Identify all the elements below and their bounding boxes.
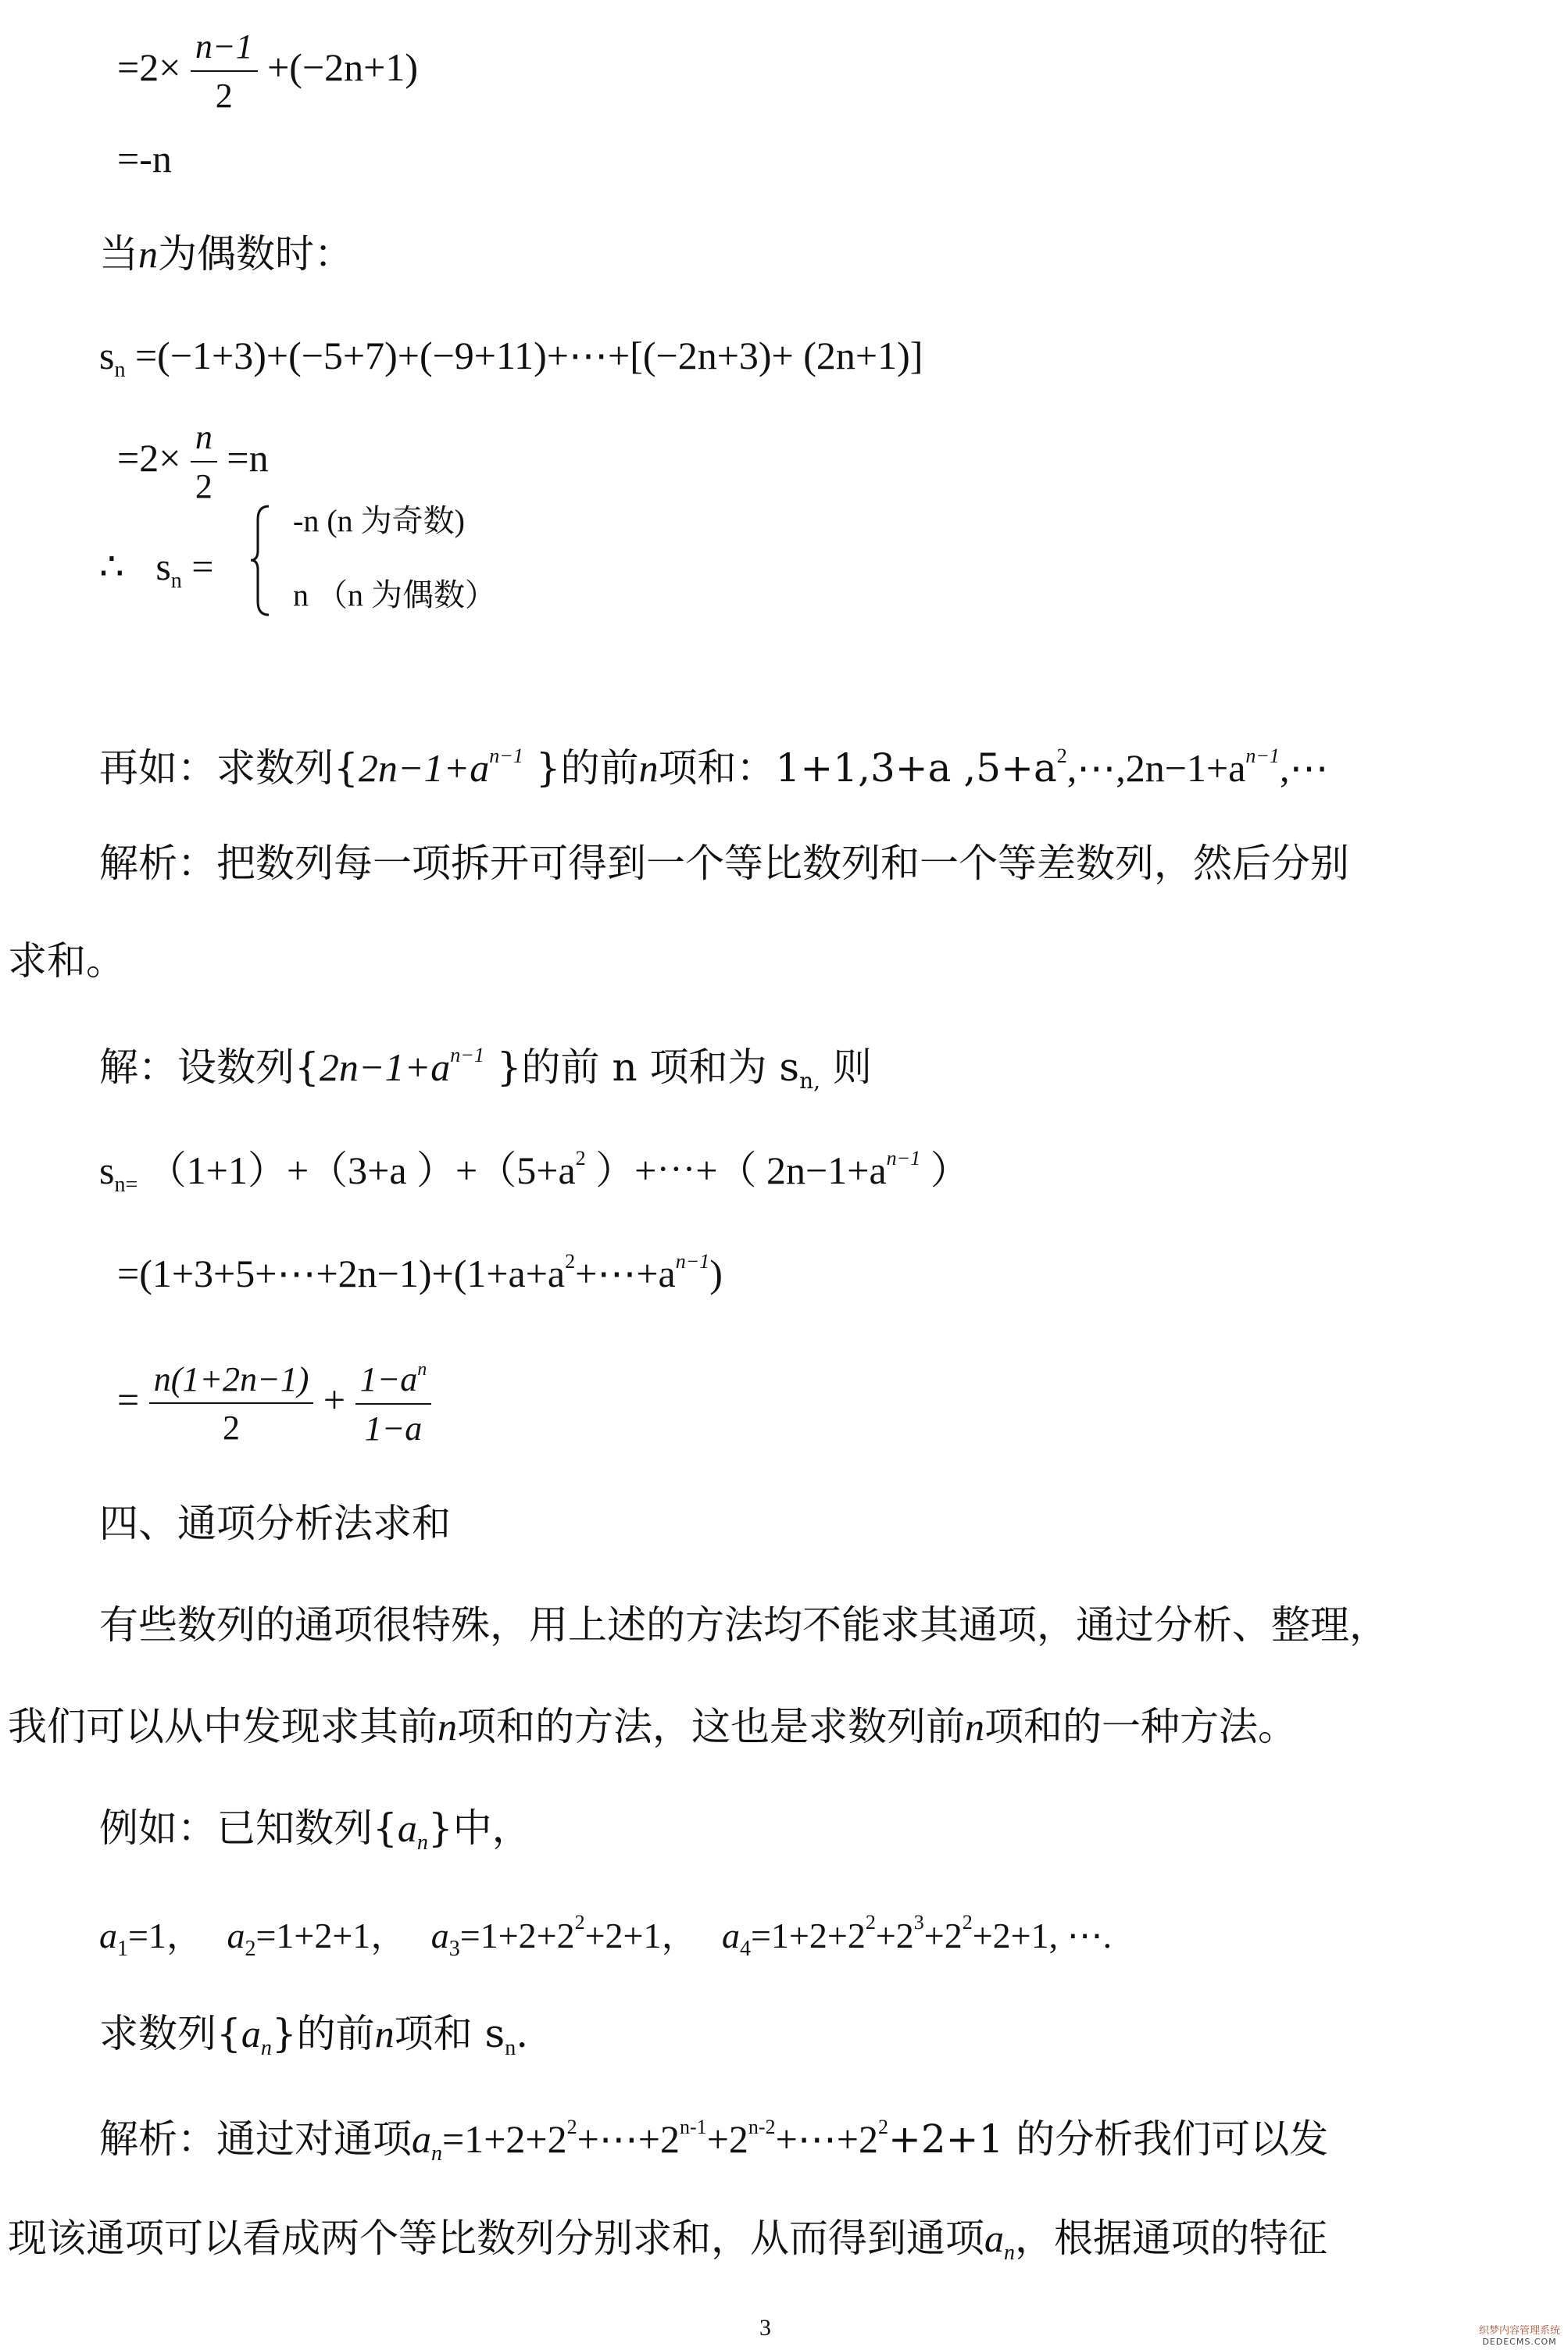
text-part: 项和 s xyxy=(394,2011,505,2056)
superscript: n−1 xyxy=(886,1147,921,1170)
formula-part: 2n−1+a xyxy=(319,1045,451,1089)
superscript: 2 xyxy=(566,2116,577,2138)
text-part: }的前 n 项和为 s xyxy=(484,1045,800,1090)
subscript: 2 xyxy=(245,1937,256,1961)
symbol-s: s xyxy=(155,545,171,588)
formula-part: =(1+3+5+⋯+2n−1)+(1+a+a xyxy=(117,1252,566,1295)
watermark-logo xyxy=(1477,2322,1563,2347)
text-line-paragraph-cont xyxy=(8,1704,1297,1749)
formula-part: ,⋯ xyxy=(1279,746,1329,790)
superscript: 2 xyxy=(962,1911,973,1934)
variable-n: n xyxy=(138,232,158,276)
superscript: n−1 xyxy=(1245,745,1280,767)
formula-line-sn-expansion xyxy=(99,1148,970,1196)
superscript: 2 xyxy=(565,1250,576,1273)
symbol-s: s xyxy=(99,334,115,377)
text-part: }的前 xyxy=(523,745,639,791)
therefore-symbol: ∴ xyxy=(99,545,124,588)
subscript: n xyxy=(505,2036,516,2060)
numerator-text: 1−a xyxy=(359,1360,418,1398)
formula-part: +2+1， xyxy=(584,1916,698,1955)
text-line-example-2 xyxy=(99,1805,531,1855)
superscript: 3 xyxy=(913,1911,924,1934)
formula-part: （1+1）+（3+a ）+（5+a xyxy=(138,1148,576,1192)
text-part: ，根据通项的特征 xyxy=(1015,2216,1327,2261)
formula-part: =1+2+1， xyxy=(255,1916,407,1955)
formula-part: =2× xyxy=(117,436,181,480)
piecewise-case-even xyxy=(293,577,496,612)
superscript: n−1 xyxy=(489,745,523,767)
fraction-numerator xyxy=(355,1359,432,1405)
text-line-analysis-2 xyxy=(99,2117,1328,2165)
superscript: n xyxy=(417,1359,427,1380)
formula-part: ）+⋯+（ 2n−1+a xyxy=(585,1148,887,1192)
text-part: 现该通项可以看成两个等比数列分别求和，从而得到通项 xyxy=(8,2216,984,2261)
fraction-denominator: 2 xyxy=(195,466,213,505)
text-part: 例如：已知数列{ xyxy=(99,1805,398,1851)
text-part: 项和的方法，这也是求数列前 xyxy=(457,1704,965,1749)
text-line-analysis xyxy=(99,841,1349,886)
subscript: n, xyxy=(799,1068,821,1094)
fraction-numerator: n(1+2n−1) xyxy=(149,1360,314,1405)
superscript: 2 xyxy=(1056,745,1067,767)
subscript: n xyxy=(114,358,126,382)
formula-part: =1， xyxy=(128,1916,202,1955)
text-part: 当 xyxy=(99,231,138,277)
variable-a: a xyxy=(984,2216,1004,2260)
text-part: . xyxy=(516,2011,529,2056)
fraction xyxy=(149,1360,314,1448)
formula-line-result xyxy=(117,1359,431,1448)
text-part: 解析：把数列每一项拆开可得到一个等比数列和一个等差数列，然后分别 xyxy=(99,841,1349,886)
text-part: 再如：求数列{ xyxy=(99,745,359,791)
variable-a: a xyxy=(412,2117,431,2161)
subscript: n xyxy=(170,569,182,593)
text-part: }的前 xyxy=(271,2011,375,2056)
formula-part: =-n xyxy=(117,137,172,180)
fraction-denominator: 1−a xyxy=(364,1409,423,1448)
formula-part: 2n−1+a xyxy=(358,746,490,790)
formula-part: +2 xyxy=(706,2117,748,2161)
text-part: 项和：1+1,3+a ,5+a xyxy=(658,745,1057,791)
page-number: 3 xyxy=(759,2315,771,2341)
formula-part: ) xyxy=(709,1252,723,1295)
text-line-even-case xyxy=(99,231,353,277)
fraction-numerator: n xyxy=(191,418,217,462)
variable-n: n xyxy=(374,2012,395,2055)
section-heading xyxy=(99,1501,451,1546)
formula-part: =1+2+2 xyxy=(459,1916,575,1955)
subscript: 4 xyxy=(740,1937,751,1961)
variable-a: a xyxy=(241,2012,261,2055)
variable-a: a xyxy=(397,1806,417,1850)
formula-part: ,⋯,2n−1+a xyxy=(1066,746,1246,790)
formula-part: +2 xyxy=(923,1916,963,1955)
text-part: +2+1 的分析我们可以发 xyxy=(888,2116,1329,2162)
formula-part: = xyxy=(181,545,214,588)
subscript: n= xyxy=(114,1173,138,1197)
variable-a: a xyxy=(430,1916,449,1955)
text-part: 求数列{ xyxy=(99,2011,241,2056)
formula-line-regroup xyxy=(117,1252,723,1293)
text-part: 求和。 xyxy=(8,938,125,984)
case-text: n （n 为偶数） xyxy=(293,577,496,612)
text-part: }中， xyxy=(427,1805,531,1851)
formula-part: =n xyxy=(227,436,269,480)
text-part: 则 xyxy=(820,1045,872,1090)
formula-part: + xyxy=(323,1377,346,1422)
formula-line-terms xyxy=(99,1912,1112,1960)
superscript: 2 xyxy=(877,2116,888,2138)
variable-n: n xyxy=(965,1705,984,1748)
superscript: 2 xyxy=(865,1911,876,1934)
subscript: 3 xyxy=(448,1937,460,1961)
formula-part: = xyxy=(117,1377,140,1422)
text-line-example xyxy=(99,745,1329,791)
fraction xyxy=(191,27,258,116)
formula-part: +⋯+2 xyxy=(775,2117,878,2161)
subscript: n xyxy=(416,1830,428,1855)
formula-part: +2 xyxy=(875,1916,914,1955)
piecewise-case-odd xyxy=(293,505,465,537)
text-line-find-sum xyxy=(99,2011,529,2060)
text-part: 为偶数时： xyxy=(158,231,353,277)
text-part: 解析：通过对通项 xyxy=(99,2116,412,2162)
formula-part: ） xyxy=(920,1148,970,1192)
text-part: 有些数列的通项很特殊，用上述的方法均不能求其通项，通过分析、整理， xyxy=(99,1602,1388,1648)
text-line-analysis-cont xyxy=(8,938,125,984)
variable-n: n xyxy=(638,746,659,790)
superscript: 2 xyxy=(575,1147,586,1170)
formula-part: +(−2n+1) xyxy=(267,45,419,90)
text-line-paragraph xyxy=(99,1602,1388,1648)
superscript: n−1 xyxy=(675,1250,710,1273)
text-part: 项和的一种方法。 xyxy=(984,1704,1297,1749)
superscript: n−1 xyxy=(450,1044,484,1066)
fraction-denominator: 2 xyxy=(215,76,233,115)
subscript: n xyxy=(431,2141,442,2166)
formula-part: =1+2+2 xyxy=(751,1916,866,1955)
superscript: n-1 xyxy=(680,2116,707,2138)
variable-a: a xyxy=(227,1916,245,1955)
fraction xyxy=(191,418,217,506)
subscript: n xyxy=(260,2036,272,2060)
formula-part: +⋯+2 xyxy=(577,2117,680,2161)
superscript: n-2 xyxy=(748,2116,776,2138)
formula-part: =(−1+3)+(−5+7)+(−9+11)+⋯+[(−2n+3)+ (2n+1)] xyxy=(125,334,923,377)
formula-part: =2× xyxy=(117,45,181,90)
heading-text: 四、通项分析法求和 xyxy=(99,1501,451,1546)
fraction-denominator: 2 xyxy=(223,1409,241,1448)
symbol-s: s xyxy=(99,1148,115,1192)
case-text: -n (n 为奇数) xyxy=(293,503,465,538)
variable-n: n xyxy=(438,1705,457,1748)
variable-a: a xyxy=(722,1916,740,1955)
piecewise-result xyxy=(99,547,213,592)
text-part: 我们可以从中发现求其前 xyxy=(8,1704,438,1749)
formula-part: +2+1, ⋯. xyxy=(972,1916,1113,1955)
fraction xyxy=(355,1359,432,1448)
fraction-numerator: n−1 xyxy=(191,27,258,72)
subscript: 1 xyxy=(117,1937,128,1961)
subscript: n xyxy=(1004,2241,1015,2265)
formula-part: +⋯+a xyxy=(575,1252,676,1295)
curly-brace-icon xyxy=(248,504,272,617)
watermark-text: 织梦内容管理系统 xyxy=(1478,2325,1560,2337)
text-line-analysis-2-cont xyxy=(8,2216,1327,2265)
variable-a: a xyxy=(99,1916,117,1955)
formula-line-5 xyxy=(117,418,269,506)
formula-line-1 xyxy=(117,27,418,116)
watermark-subtext: DEDECMS.COM xyxy=(1482,2337,1557,2347)
formula-line-sn-sum xyxy=(99,336,923,381)
text-line-solution xyxy=(99,1045,872,1092)
formula-part: =1+2+2 xyxy=(442,2117,567,2161)
superscript: 2 xyxy=(574,1911,585,1934)
formula-line-2 xyxy=(117,139,172,178)
text-part: 解：设数列{ xyxy=(99,1045,320,1090)
